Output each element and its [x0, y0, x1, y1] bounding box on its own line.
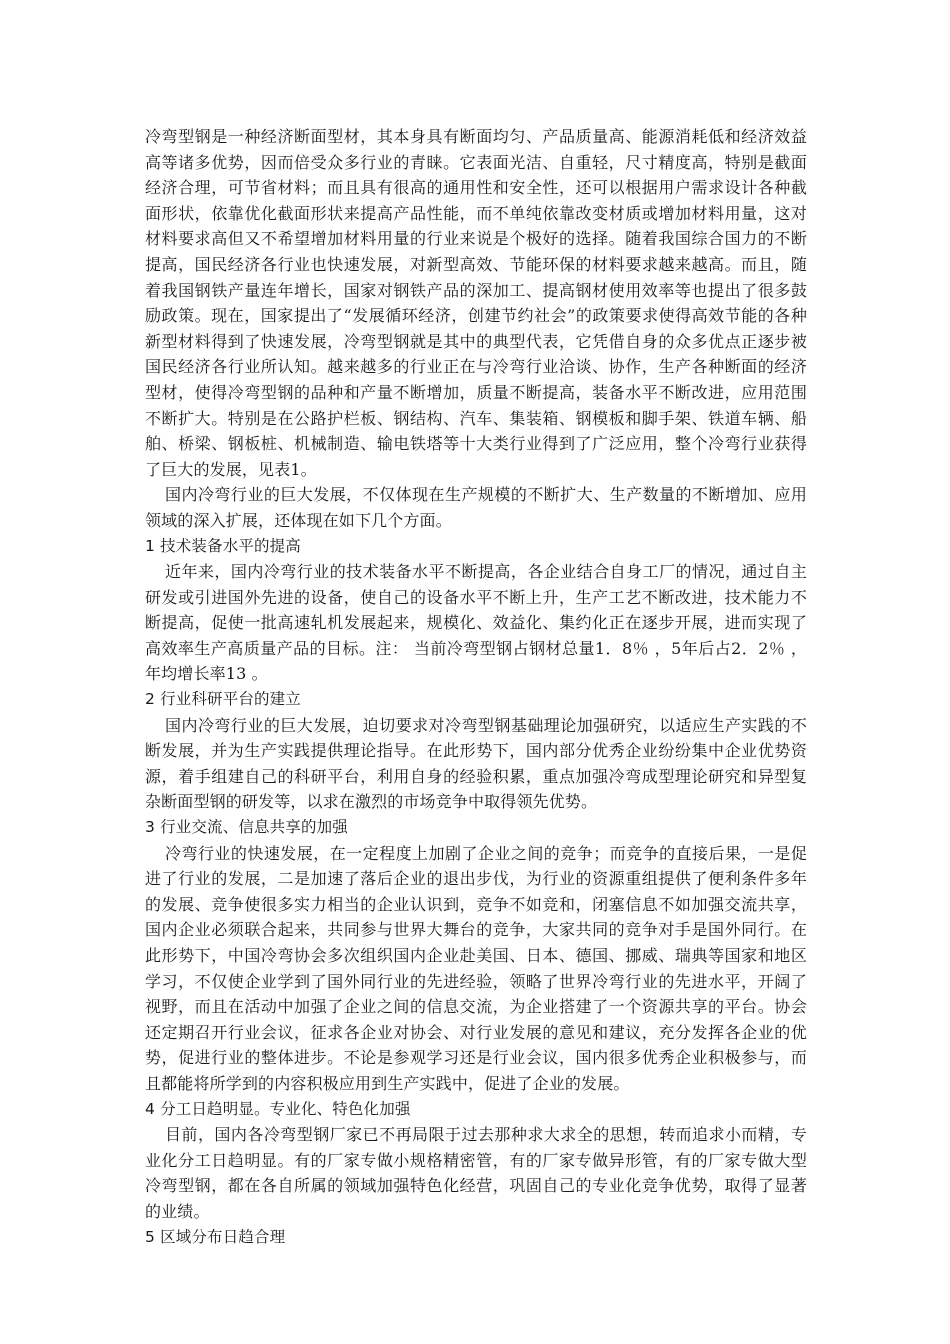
- document-body: [145, 124, 807, 1250]
- section-1-heading: 1 技术装备水平的提高: [145, 536, 301, 555]
- section-4-heading: 4 分工日趋明显。专业化、特色化加强: [145, 1099, 411, 1118]
- intro-paragraph: 冷弯型钢是一种经济断面型材，其本身具有断面均匀、产品质量高、能源消耗低和经济效益高等诸多优势，因而倍受众多行业的青睐。它表面光洁、自重轻，尺寸精度高，特别是截面经济合理，可节省材料；而且具有很高的通用性和安全性，还可以根据用户需求设计各种截面形状，依靠优化截面形状来提高产品性能，而不单纯依靠改变材质或增加材料用量，这对材料要求高但又不希望增加材料用量的行业来说是个极好的选择。随着我国综合国力的不断提高，国民经济各行业也快速发展，对新型高效、节能环保的材料要求越来越高。而且，随着我国钢铁产量连年增长，国家对钢铁产品的深加工、提高钢材使用效率等也提出了很多鼓励政策。现在，国家提出了“发展循环经济，创建节约社会”的政策要求使得高效节能的各种新型材料得到了快速发展，冷弯型钢就是其中的典型代表，它凭借自身的众多优点正逐步被国民经济各行业所认知。越来越多的行业正在与冷弯行业洽谈、协作，生产各种断面的经济型材，使得冷弯型钢的品种和产量不断增加，质量不断提高，装备水平不断改进，应用范围不断扩大。特别是在公路护栏板、钢结构、汽车、集装箱、钢模板和脚手架、铁道车辆、船舶、桥梁、钢板桩、机械制造、输电铁塔等十大类行业得到了广泛应用，整个冷弯行业获得了巨大的发展，见表1。: [145, 127, 807, 479]
- section-2-paragraph: 国内冷弯行业的巨大发展，迫切要求对冷弯型钢基础理论加强研究，以适应生产实践的不断发展，并为生产实践提供理论指导。在此形势下，国内部分优秀企业纷纷集中企业优势资源，着手组建自己的科研平台，利用自身的经验积累，重点加强冷弯成型理论研究和异型复杂断面型钢的研发等，以求在激烈的市场竞争中取得领先优势。: [145, 715, 807, 812]
- section-3-paragraph: 冷弯行业的快速发展，在一定程度上加剧了企业之间的竞争；而竞争的直接后果，一是促进了行业的发展，二是加速了落后企业的退出步伐，为行业的资源重组提供了便利条件多年的发展、竞争使很多实力相当的企业认识到，竞争不如竞和，闭塞信息不如加强交流共享，国内企业必须联合起来，共同参与世界大舞台的竞争，大家共同的竞争对手是国外同行。在此形势下，中国冷弯协会多次组织国内企业赴美国、日本、德国、挪威、瑞典等国家和地区学习，不仅使企业学到了国外同行业的先进经验，领略了世界冷弯行业的先进水平，开阔了视野，而且在活动中加强了企业之间的信息交流，为企业搭建了一个资源共享的平台。协会还定期召开行业会议，征求各企业对协会、对行业发展的意见和建议，充分发挥各企业的优势，促进行业的整体进步。不论是参观学习还是行业会议，国内很多优秀企业积极参与，而且都能将所学到的内容积极应用到生产实践中，促进了企业的发展。: [145, 843, 807, 1093]
- section-2-heading: 2 行业科研平台的建立: [145, 690, 301, 709]
- overview-paragraph: 国内冷弯行业的巨大发展，不仅体现在生产规模的不断扩大、生产数量的不断增加、应用领域的深入扩展，还体现在如下几个方面。: [145, 485, 807, 530]
- section-3-heading: 3 行业交流、信息共享的加强: [145, 818, 348, 837]
- section-4-paragraph: 目前，国内各冷弯型钢厂家已不再局限于过去那种求大求全的思想，转而追求小而精，专业化分工日趋明显。有的厂家专做小规格精密管，有的厂家专做异形管，有的厂家专做大型冷弯型钢，都在各自所属的领域加强特色化经营，巩固自己的专业化竞争优势，取得了显著的业绩。: [145, 1125, 807, 1221]
- section-5-heading: 5 区域分布日趋合理: [145, 1227, 286, 1246]
- section-1-paragraph: 近年来，国内冷弯行业的技术装备水平不断提高，各企业结合自身工厂的情况，通过自主研发或引进国外先进的设备，使自己的设备水平不断上升，生产工艺不断改进，技术能力不断提高，促使一批高速轧机发展起来，规模化、效益化、集约化正在逐步开展，进而实现了高效率生产高质量产品的目标。注： 当前冷弯型钢占钢材总量1．8％ ，5年后占2．2％ ，年均增长率13 。: [145, 562, 807, 684]
